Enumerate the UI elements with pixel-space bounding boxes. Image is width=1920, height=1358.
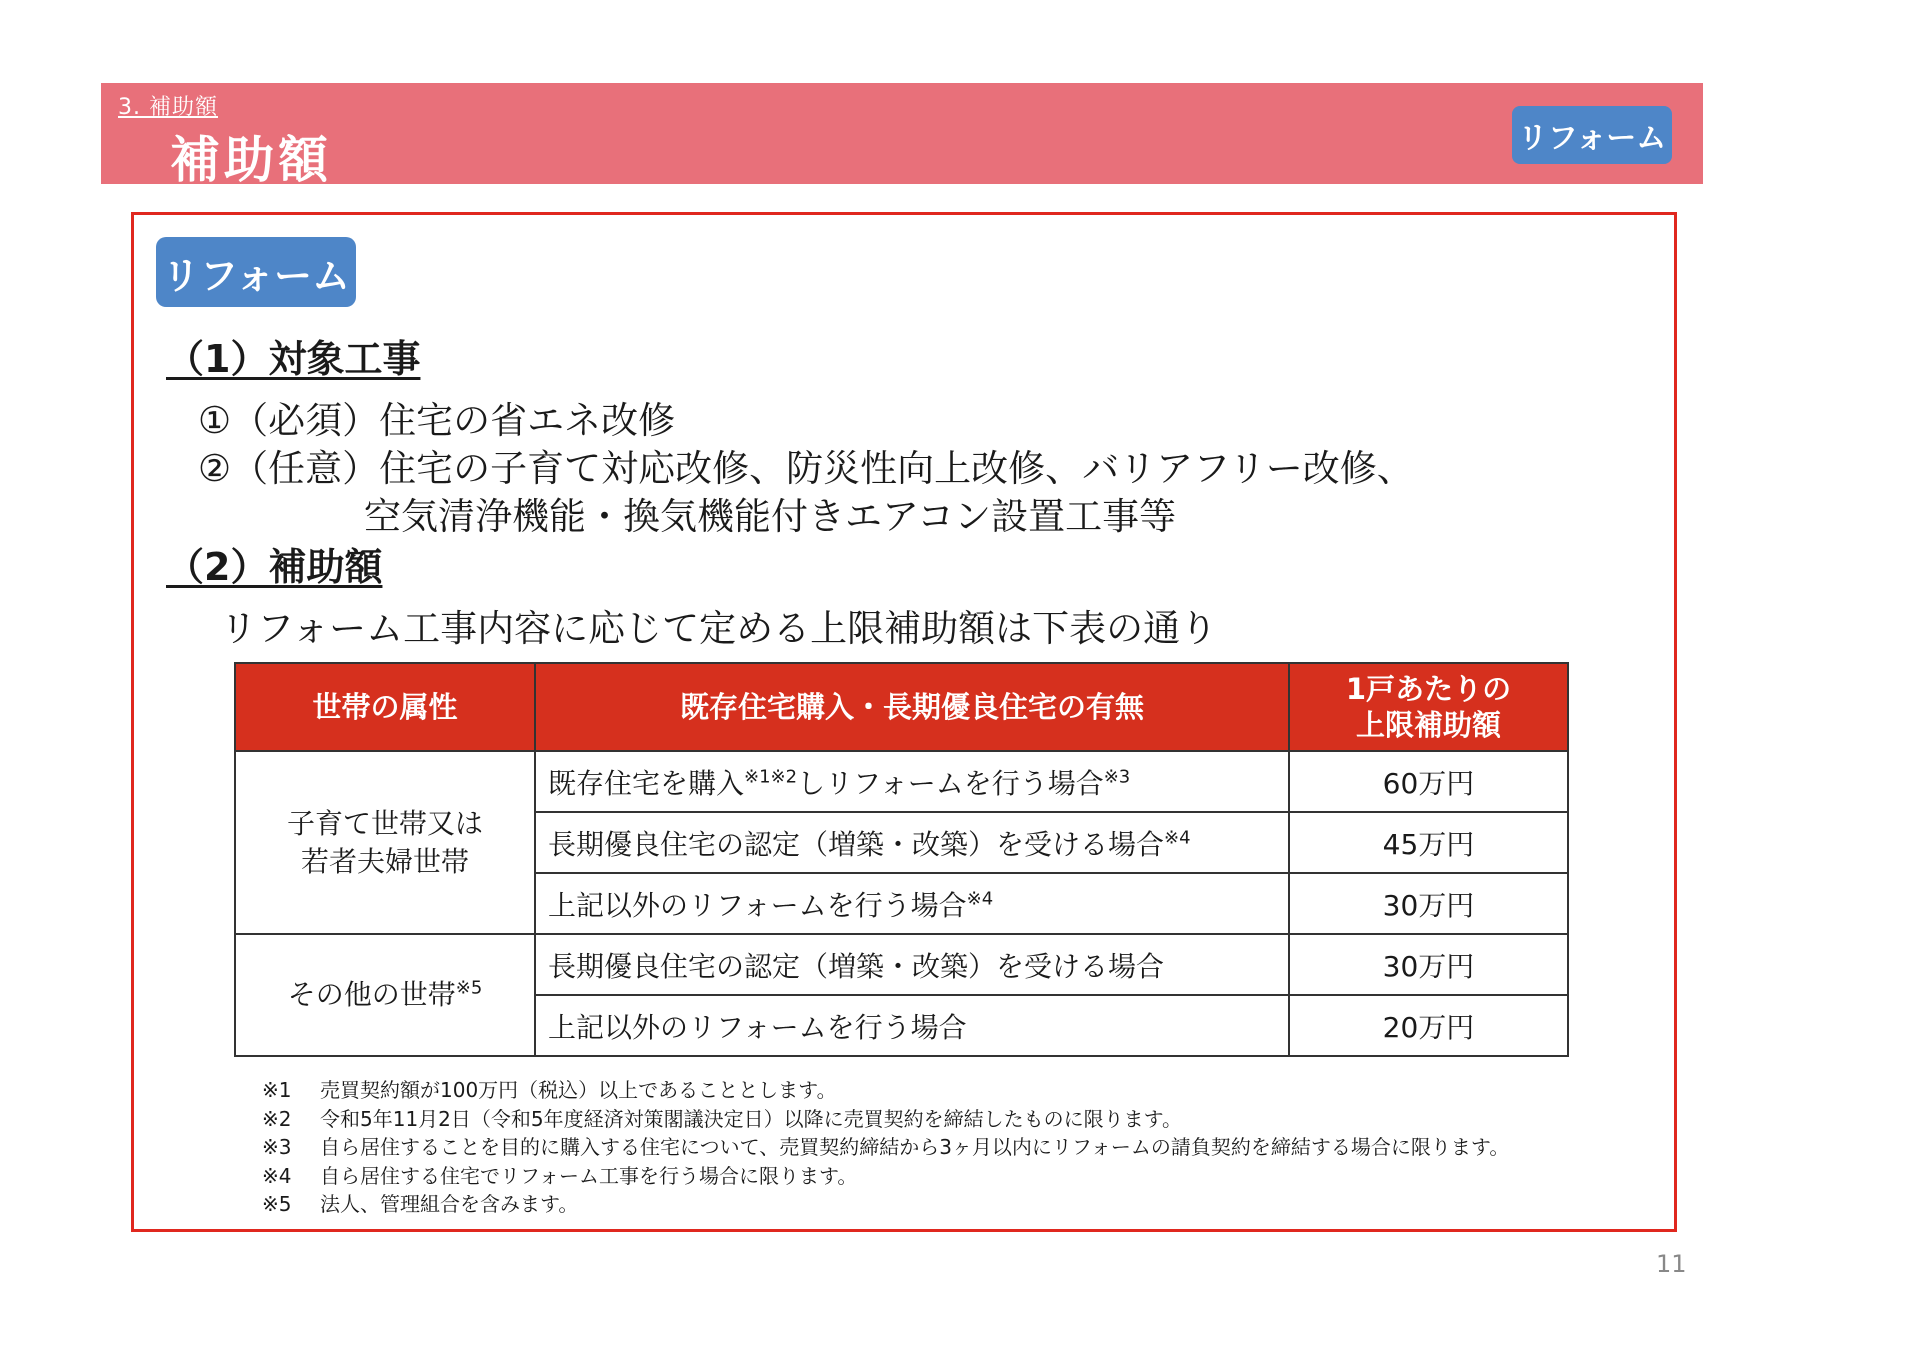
amount-cell: 45万円 bbox=[1289, 812, 1568, 873]
footnote-ref: ※4 bbox=[1164, 827, 1191, 849]
page-title: 補助額 bbox=[170, 131, 332, 189]
attr-cell-childrearing bbox=[235, 751, 535, 934]
footnote-text: 法人、管理組合を含みます。 bbox=[320, 1192, 579, 1216]
footnote-text: 売買契約額が100万円（税込）以上であることとします。 bbox=[320, 1078, 837, 1102]
footnote-ref: ※4 bbox=[966, 888, 994, 910]
condition-text: 長期優良住宅の認定（増築・改築）を受ける場合 bbox=[548, 827, 1165, 861]
amount-cell: 20万円 bbox=[1289, 995, 1568, 1056]
footnote-ref: ※3 bbox=[1103, 766, 1131, 788]
footnote-text: 自ら居住することを目的に購入する住宅について、売買契約締結から3ヶ月以内にリフォームの請負契約を締結する場合に限ります。 bbox=[320, 1135, 1510, 1159]
footnote bbox=[262, 1190, 1509, 1219]
target-work-heading: （1）対象工事 bbox=[166, 337, 421, 381]
condition-cell: 上記以外のリフォームを行う場合 bbox=[535, 995, 1289, 1056]
amount-cell: 60万円 bbox=[1289, 751, 1568, 812]
breadcrumb: 3. 補助額 bbox=[118, 95, 218, 120]
footnote bbox=[262, 1133, 1509, 1162]
footnote-mark: ※3 bbox=[262, 1135, 292, 1159]
footnote-mark: ※5 bbox=[262, 1192, 292, 1216]
attr-line: 子育て世帯又は bbox=[286, 806, 483, 840]
attr-line: 若者夫婦世帯 bbox=[300, 844, 469, 878]
target-work-item-1: ①（必須）住宅の省エネ改修 bbox=[198, 399, 676, 442]
subsidy-heading: （2）補助額 bbox=[166, 545, 383, 589]
condition-text: 上記以外のリフォームを行う場合 bbox=[548, 888, 967, 922]
condition-cell bbox=[535, 873, 1289, 934]
footnote-mark: ※2 bbox=[262, 1106, 292, 1131]
header-amount-line1: 1戸あたりの bbox=[1345, 671, 1512, 706]
attr-line: その他の世帯 bbox=[287, 978, 456, 1012]
footnote-ref: ※1※2 bbox=[744, 766, 798, 788]
table-row bbox=[235, 751, 1568, 812]
page-number: 11 bbox=[1656, 1250, 1687, 1278]
footnote-text: 令和5年11月2日（令和5年度経済対策閣議決定日）以降に売買契約を締結したものに限ります。 bbox=[320, 1106, 1183, 1131]
footnote bbox=[262, 1105, 1509, 1134]
condition-cell bbox=[535, 812, 1289, 873]
target-work-item-2: ②（任意）住宅の子育て対応改修、防災性向上改修、バリアフリー改修、 bbox=[198, 447, 1414, 490]
condition-text: しリフォームを行う場合 bbox=[797, 766, 1104, 800]
condition-cell bbox=[535, 751, 1289, 812]
amount-cell: 30万円 bbox=[1289, 934, 1568, 995]
table-header-row bbox=[235, 663, 1568, 751]
table-row bbox=[235, 934, 1568, 995]
header-condition: 既存住宅購入・長期優良住宅の有無 bbox=[535, 663, 1289, 751]
amount-cell: 30万円 bbox=[1289, 873, 1568, 934]
reform-tag-badge: リフォーム bbox=[1512, 106, 1672, 164]
footnote-text: 自ら居住する住宅でリフォーム工事を行う場合に限ります。 bbox=[320, 1163, 858, 1188]
section-badge: リフォーム bbox=[156, 237, 356, 307]
footnote-mark: ※1 bbox=[262, 1078, 292, 1102]
header-attribute: 世帯の属性 bbox=[235, 663, 535, 751]
condition-cell: 長期優良住宅の認定（増築・改築）を受ける場合 bbox=[535, 934, 1289, 995]
condition-text: 既存住宅を購入 bbox=[548, 766, 745, 800]
subsidy-intro: リフォーム工事内容に応じて定める上限補助額は下表の通り bbox=[220, 607, 1218, 650]
header-amount-line2: 上限補助額 bbox=[1355, 708, 1501, 742]
footnotes bbox=[262, 1076, 1509, 1219]
footnote bbox=[262, 1162, 1509, 1191]
header-amount bbox=[1289, 663, 1568, 751]
target-work-item-2-cont: 空気清浄機能・換気機能付きエアコン設置工事等 bbox=[364, 495, 1177, 538]
footnote bbox=[262, 1076, 1509, 1105]
footnote-mark: ※4 bbox=[262, 1163, 292, 1188]
attr-cell-other bbox=[235, 934, 535, 1056]
subsidy-table bbox=[234, 662, 1569, 1057]
footnote-ref: ※5 bbox=[455, 977, 483, 999]
header-band bbox=[101, 83, 1703, 184]
